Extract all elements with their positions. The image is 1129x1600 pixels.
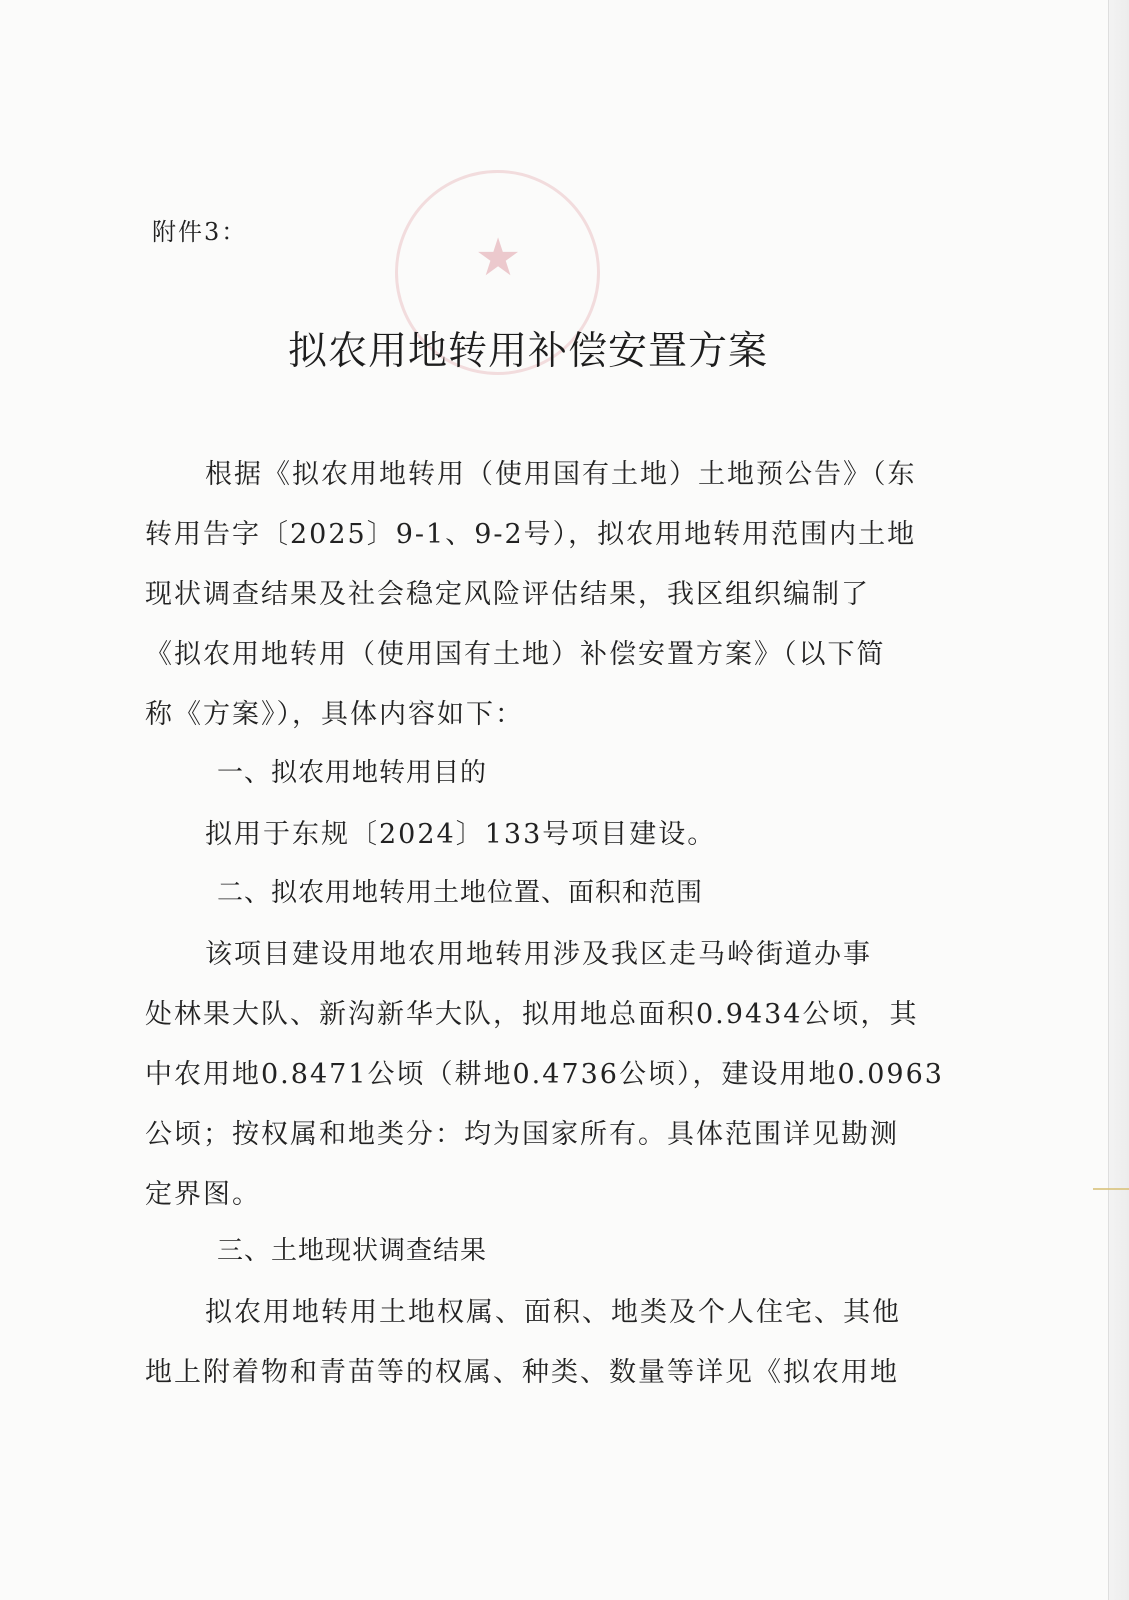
section3-line-1: 拟农用地转用土地权属、面积、地类及个人住宅、其他 [205,1297,901,1328]
paragraph1-line-4: 《拟农用地转用（使用国有土地）补偿安置方案》（以下简 [145,639,886,670]
section3-line-2: 地上附着物和青苗等的权属、种类、数量等详见《拟农用地 [145,1357,899,1388]
paragraph1-line-3: 现状调查结果及社会稳定风险评估结果，我区组织编制了 [145,579,870,610]
scan-edge-mark [1093,1188,1129,1190]
paragraph1-line-2: 转用告字〔2025〕9-1、9-2号），拟农用地转用范围内土地 [145,519,917,550]
section2-line-1: 该项目建设用地农用地转用涉及我区走马岭街道办事 [205,939,872,970]
section2-heading: 二、拟农用地转用土地位置、面积和范围 [217,878,704,908]
section2-line-5: 定界图。 [145,1179,261,1210]
section3-heading: 三、土地现状调查结果 [217,1236,488,1266]
paragraph1-line-5: 称《方案》），具体内容如下： [145,699,524,730]
section2-line-4: 公顷；按权属和地类分：均为国家所有。具体范围详见勘测 [145,1119,899,1150]
section2-line-3: 中农用地0.8471公顷（耕地0.4736公顷），建设用地0.0963 [145,1059,944,1090]
section2-line-2: 处林果大队、新沟新华大队，拟用地总面积0.9434公顷，其 [145,999,919,1030]
attachment-label: 附件3： [152,218,248,246]
scan-right-edge [1108,0,1129,1600]
document-title: 拟农用地转用补偿安置方案 [288,329,769,374]
section1-line-1: 拟用于东规〔2024〕133号项目建设。 [205,819,717,850]
section1-heading: 一、拟农用地转用目的 [217,758,488,788]
paragraph1-line-1: 根据《拟农用地转用（使用国有土地）土地预公告》（东 [205,459,917,490]
star-icon: ★ [474,228,522,288]
